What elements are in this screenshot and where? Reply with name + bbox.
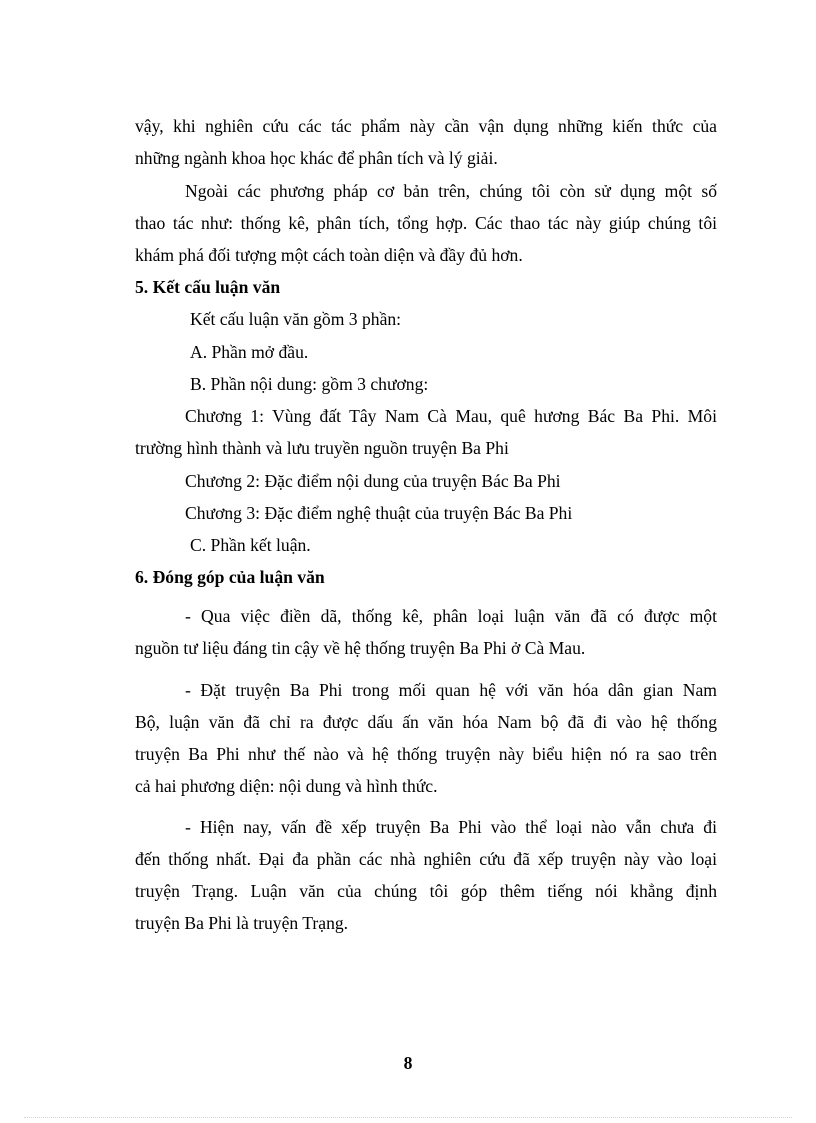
list-item: C. Phần kết luận. xyxy=(190,535,311,555)
body-text-line: truyện Ba Phi như thế nào và hệ thống truyện này biểu hiện nó ra sao trên xyxy=(135,744,717,764)
body-text-line: khám phá đối tượng một cách toàn diện và đầy đủ hơn. xyxy=(135,245,523,265)
body-text-line: những ngành khoa học khác để phân tích và lý giải. xyxy=(135,148,498,168)
list-item: Chương 2: Đặc điểm nội dung của truyện Bác Ba Phi xyxy=(185,471,561,491)
body-text-line: - Hiện nay, vấn đề xếp truyện Ba Phi vào thể loại nào vẫn chưa đi xyxy=(185,817,717,837)
list-item: Chương 3: Đặc điểm nghệ thuật của truyện Bác Ba Phi xyxy=(185,503,573,523)
body-text-line: - Qua việc điền dã, thống kê, phân loại luận văn đã có được một xyxy=(185,606,717,626)
list-item: B. Phần nội dung: gồm 3 chương: xyxy=(190,374,429,394)
body-text-line: truyện Ba Phi là truyện Trạng. xyxy=(135,913,349,933)
body-text-line: Bộ, luận văn đã chỉ ra được dấu ấn văn hóa Nam bộ đã đi vào hệ thống xyxy=(135,712,717,732)
body-text-line: đến thống nhất. Đại đa phần các nhà nghiên cứu đã xếp truyện này vào loại xyxy=(135,849,717,869)
section-heading: 6. Đóng góp của luận văn xyxy=(135,567,325,587)
body-text-line: nguồn tư liệu đáng tin cậy về hệ thống truyện Ba Phi ở Cà Mau. xyxy=(135,638,586,658)
body-text-line: vậy, khi nghiên cứu các tác phẩm này cần vận dụng những kiến thức của xyxy=(135,116,717,136)
body-text-line: Ngoài các phương pháp cơ bản trên, chúng tôi còn sử dụng một số xyxy=(185,181,717,201)
section-heading: 5. Kết cấu luận văn xyxy=(135,277,281,297)
body-text-line: Kết cấu luận văn gồm 3 phần: xyxy=(190,309,402,329)
body-text-line: - Đặt truyện Ba Phi trong mối quan hệ với văn hóa dân gian Nam xyxy=(185,680,717,700)
page-bottom-rule xyxy=(24,1117,792,1118)
list-item: Chương 1: Vùng đất Tây Nam Cà Mau, quê hương Bác Ba Phi. Môi xyxy=(185,406,717,426)
body-text-line: truyện Trạng. Luận văn của chúng tôi góp thêm tiếng nói khẳng định xyxy=(135,881,717,901)
body-text-line: trường hình thành và lưu truyền nguồn truyện Ba Phi xyxy=(135,438,509,458)
body-text-line: thao tác như: thống kê, phân tích, tổng hợp. Các thao tác này giúp chúng tôi xyxy=(135,213,717,233)
page-number: 8 xyxy=(403,1053,413,1073)
body-text-line: cả hai phương diện: nội dung và hình thức. xyxy=(135,776,438,796)
list-item: A. Phần mở đầu. xyxy=(190,342,309,362)
